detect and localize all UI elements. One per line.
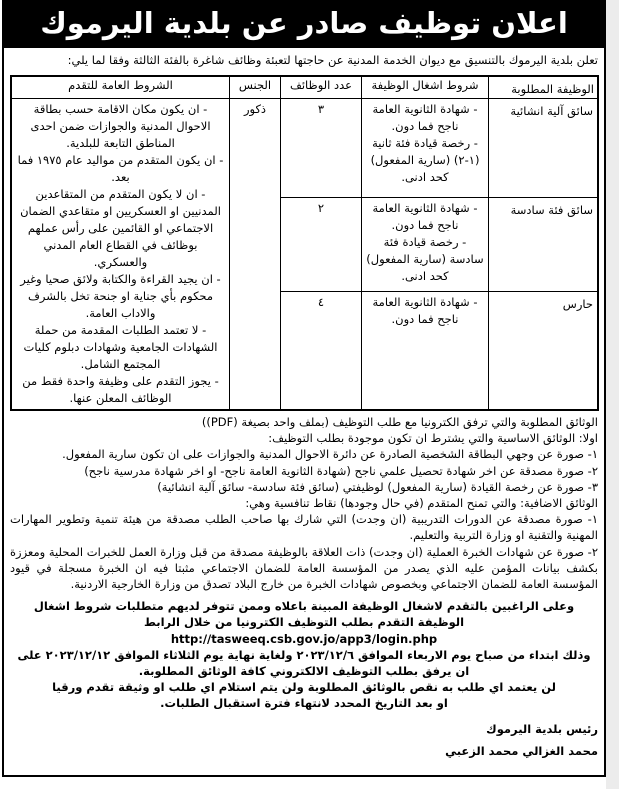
job-name: حارس xyxy=(489,292,599,411)
page-margin xyxy=(606,0,619,789)
header-count: عدد الوظائف xyxy=(281,76,362,99)
job-name: سائق آلية انشائية xyxy=(489,99,599,198)
condition: - شهادة الثانوية العامة ناجح فما دون. xyxy=(372,201,478,232)
general-condition: - يجوز التقدم على وظيفة واحدة فقط من الوظائف المعلن عنها. xyxy=(22,374,219,405)
warning-text: او بعد التاريخ المحدد لانتهاء فترة استقبال الطلبات. xyxy=(160,696,448,711)
document-item: ٢- صورة مصدقة عن اخر شهادة تحصيل علمي ناجح (شهادة الثانوية العامة ناجح- او اخر شهادة مدرسية ناجح) xyxy=(84,463,598,478)
documents-heading: الوثائق المطلوبة والتي ترفق الكترونيا مع طلب التوظيف (بملف واحد بصيغة (PDF)) xyxy=(201,415,598,429)
extra-documents-heading: الوثائق الاضافية: والتي تمنح المتقدم (في حال وجودها) نقاط تنافسية وهي: xyxy=(245,496,598,511)
condition: - رخصة قيادة فئة ثانية (١-٢) (سارية المفعول) كحد ادنى. xyxy=(370,136,480,184)
job-conditions xyxy=(362,198,489,292)
intro-text: تعلن بلدية اليرموك بالتنسيق مع ديوان الخدمة المدنية عن حاجتها لتعبئة وظائف شاغرة بالفئة الثالثة وفقا لما يلي: xyxy=(67,53,598,67)
page-title: اعلان توظيف صادر عن بلدية اليرموك xyxy=(4,0,604,48)
application-link[interactable]: http://tasweeq.csb.gov.jo/app3/login.php xyxy=(170,631,438,646)
announcement xyxy=(2,0,606,777)
job-conditions xyxy=(362,292,489,411)
gender: ذكور xyxy=(230,99,281,411)
general-condition: - ان يكون مكان الاقامة حسب بطاقة الاحوال المدنية والجوازات ضمن احدى المناطق التابعة للبلدية. xyxy=(30,102,211,150)
table-row xyxy=(11,99,598,198)
header-job: الوظيفة المطلوبة xyxy=(489,76,599,99)
document-item: ٢- صورة عن شهادات الخبرة العملية (ان وجدت) ذات العلاقة بالوظيفة مصدقة من قبل وزارة العمل للخبرات المحلية ومعززة بكشف بيانات المؤمن عليه الذي يصدر من المؤسسة العامة للضمان الاجتماعي مثبتا فيه ان الخبرة مسجلة في قيود المؤسسة العامة للضمان الاجتماعي وبخصوص شهادات الخبرة من خارج البلاد تصدق من وزارة الخارجية الاردنية. xyxy=(10,544,598,592)
job-count: ٢ xyxy=(281,198,362,292)
job-count: ٤ xyxy=(281,292,362,411)
condition: - رخصة قيادة فئة سادسة (سارية المفعول) كحد ادنى. xyxy=(366,235,484,283)
dates-text: وذلك ابتداء من صباح يوم الاربعاء الموافق ٢٠٢٣/١٢/٦ ولغاية نهاية يوم الثلاثاء الموافق ٢٠٢٣/١٢/١٢ على ان يرفق بطلب التوظيف الالكتروني كافة الوثائق المطلوبة. xyxy=(17,647,591,679)
document-item: ٣- صورة عن رخصة القيادة (سارية المفعول) لوظيفتي (سائق فئة سادسة- سائق آلية انشائية) xyxy=(157,479,598,494)
general-condition: - ان لا يكون المتقدم من المتقاعدين المدنيين او العسكريين او متقاعدي الضمان الاجتماعي او القائمين على رأس عملهم بوظائف في القطاع العام المدني والعسكري. xyxy=(20,187,221,269)
header-conditions: شروط اشغال الوظيفة xyxy=(362,76,489,99)
apply-text: وعلى الراغبين بالتقدم لاشغال الوظيفة المبينة باعلاه وممن تتوفر لديهم متطلبات شروط اشغال الوظيفة التقدم بطلب التوظيف الكترونيا من خلال الرابط xyxy=(33,599,575,630)
job-count: ٣ xyxy=(281,99,362,198)
condition: - شهادة الثانوية العامة ناجح فما دون. xyxy=(372,295,478,326)
general-condition: - ان يكون المتقدم من مواليد عام ١٩٧٥ فما بعد. xyxy=(17,153,224,184)
document-item: ١- صورة مصدقة عن الدورات التدريبية (ان وجدت) التي شارك بها صاحب الطلب مصدقة من هيئة تنمية وتطوير المهارات المهنية والتقنية او وزارة التربية والتعليم. xyxy=(10,512,598,543)
documents-section xyxy=(4,411,604,592)
jobs-table xyxy=(10,75,599,411)
warning-text: لن يعتمد اي طلب به نقص بالوثائق المطلوبة ولن يتم استلام اي طلب او وثيقة تقدم ورقيا xyxy=(52,680,556,695)
notice-section xyxy=(4,592,604,711)
general-conditions xyxy=(11,99,230,411)
general-condition: - ان يجيد القراءة والكتابة ولائق صحيا وغير محكوم بأي جناية او جنحة تخل بالشرف والاداب العامة. xyxy=(20,272,221,320)
header-gender: الجنس xyxy=(230,76,281,99)
job-conditions xyxy=(362,99,489,198)
job-name: سائق فئة سادسة xyxy=(489,198,599,292)
header-general: الشروط العامة للتقدم xyxy=(11,76,230,99)
signature-role: رئيس بلدية اليرموك xyxy=(486,721,598,736)
table-header xyxy=(11,76,598,99)
signature xyxy=(4,712,604,762)
signature-name: محمد الغزالي محمد الزعبي xyxy=(445,743,598,758)
general-condition: - لا تعتمد الطلبات المقدمة من حملة الشهادات الجامعية وشهادات دبلوم كليات المجتمع الشامل. xyxy=(23,323,218,371)
condition: - شهادة الثانوية العامة ناجح فما دون. xyxy=(372,102,478,133)
basic-documents-heading: اولا: الوثائق الاساسية والتي يشترط ان تكون موجودة بطلب التوظيف: xyxy=(268,431,598,446)
document-item: ١- صورة عن وجهي البطاقة الشخصية الصادرة عن دائرة الاحوال المدنية والجوازات على ان تكون سارية المفعول. xyxy=(62,447,598,462)
